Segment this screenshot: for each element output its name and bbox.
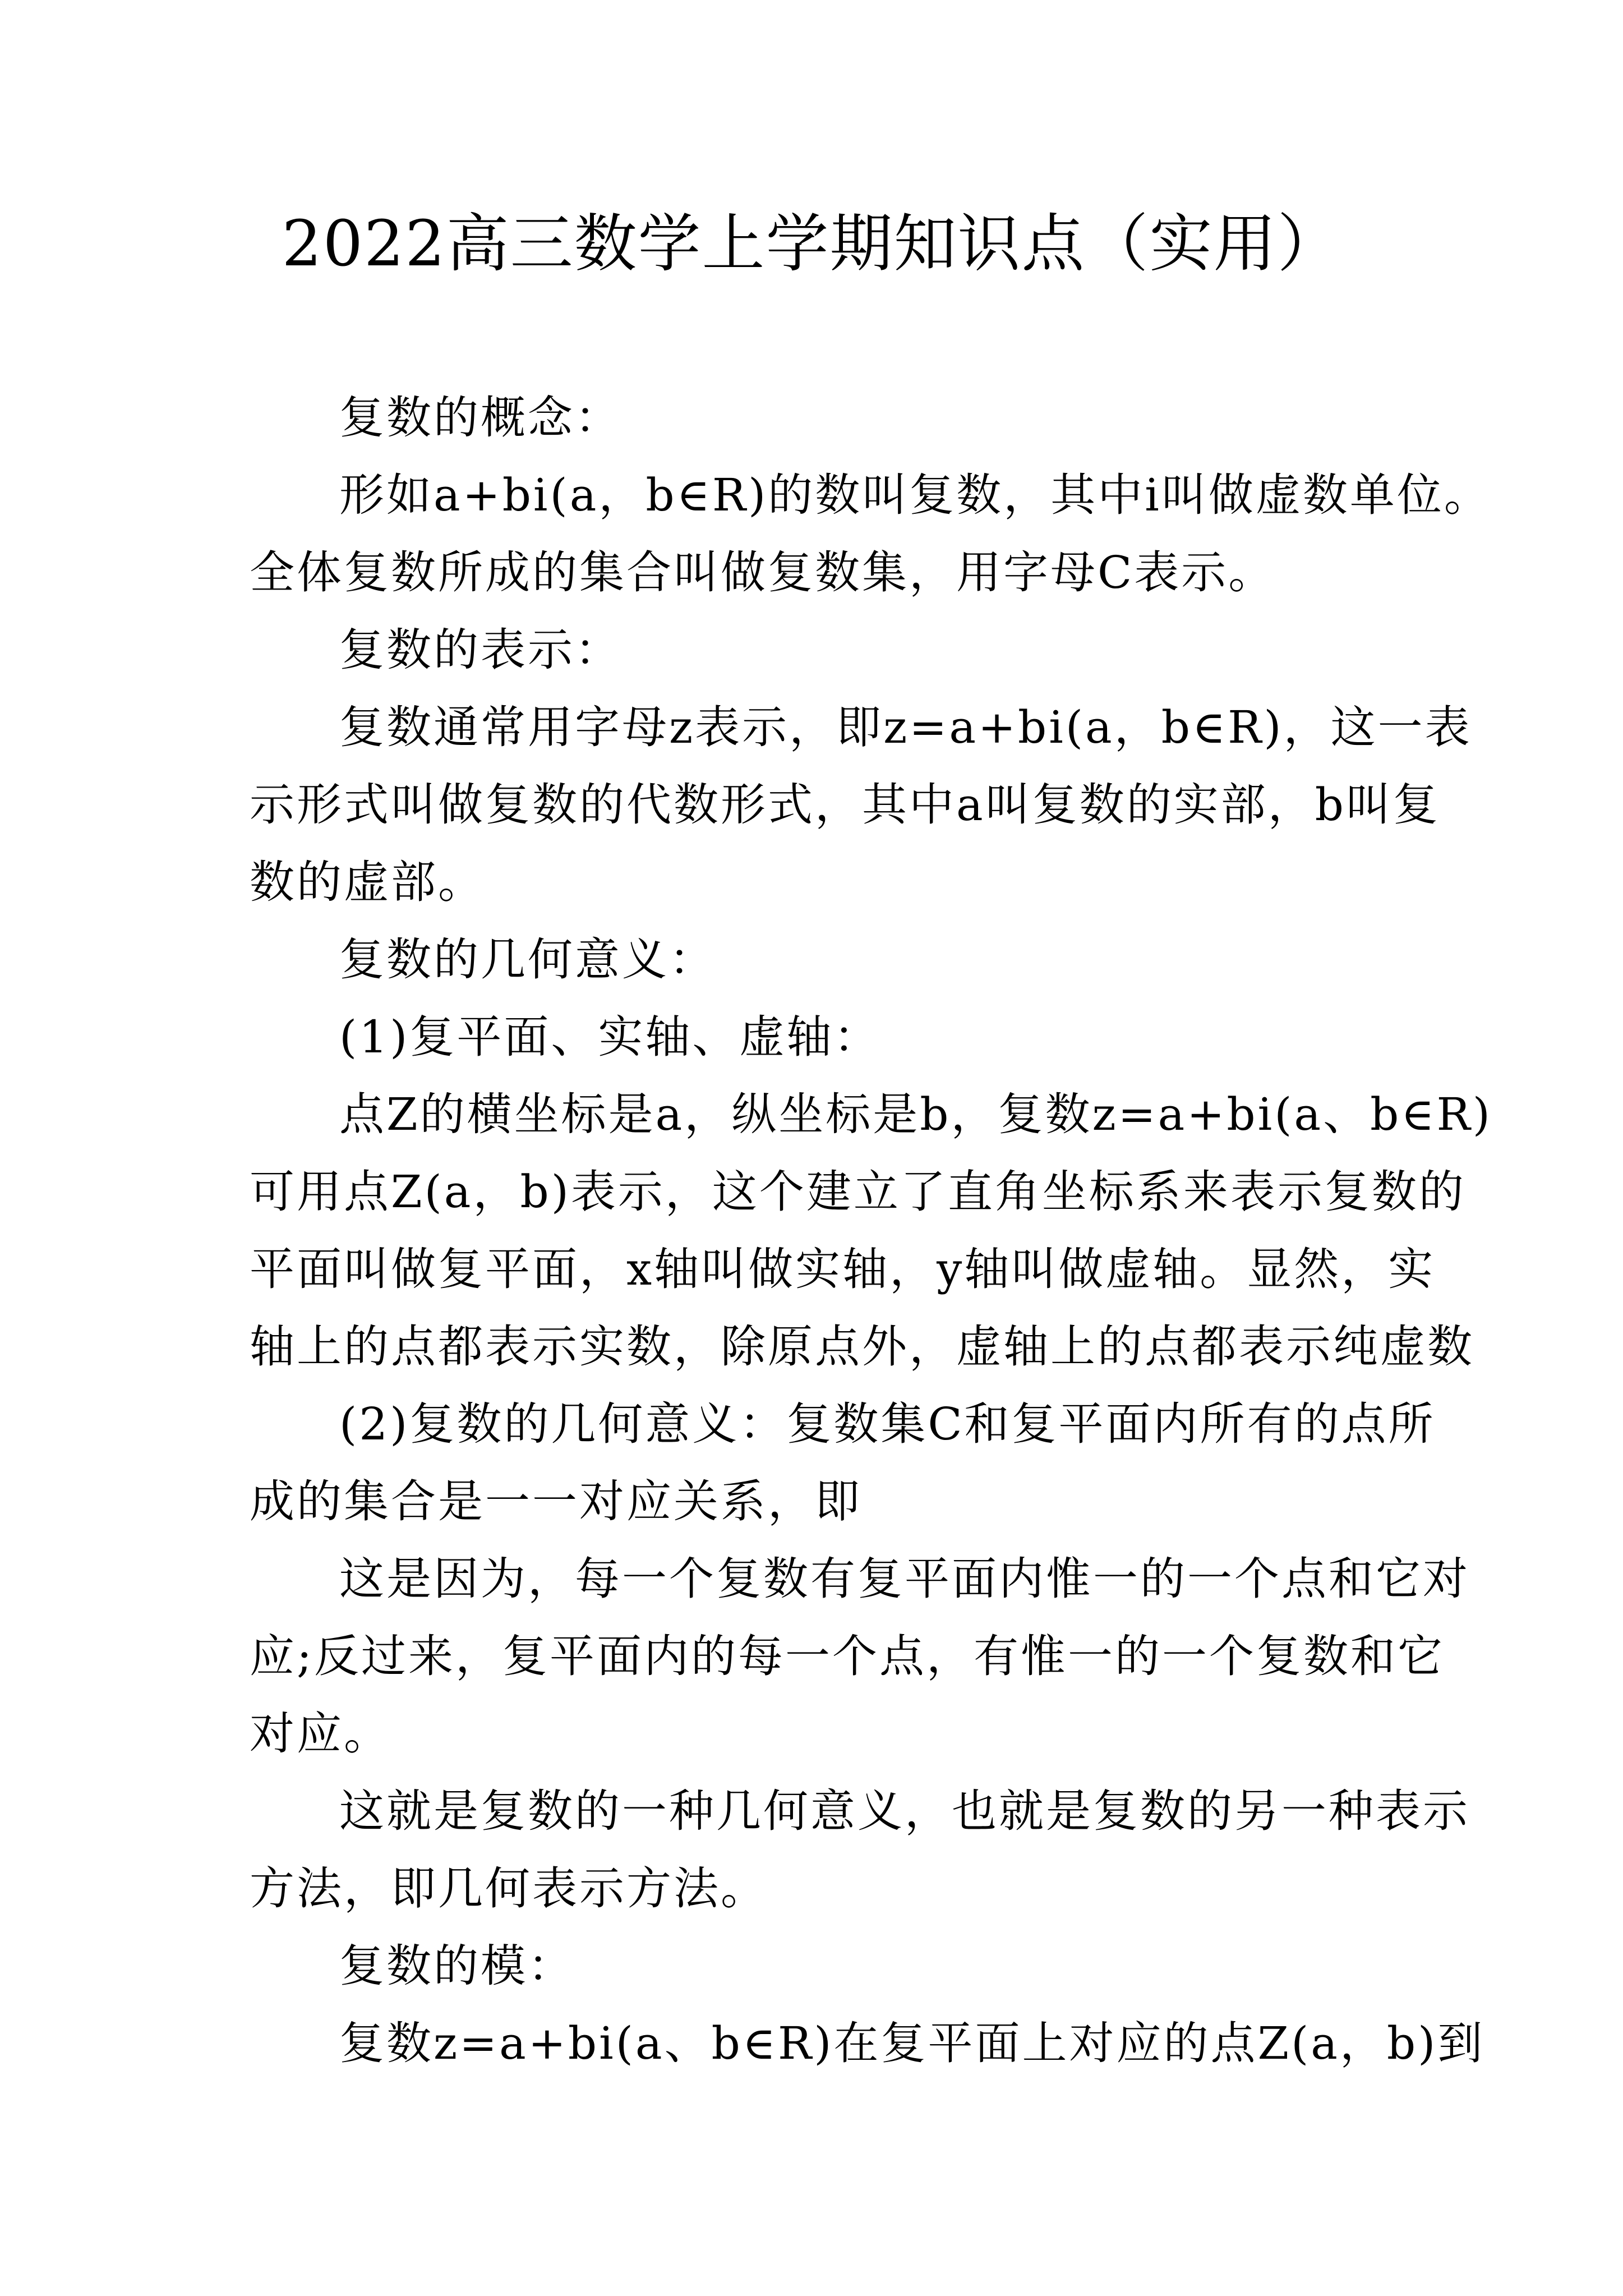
paragraph-line: 可用点Z(a，b)表示，这个建立了直角坐标系来表示复数的 <box>250 1166 1466 1218</box>
paragraph-line: 成的集合是一一对应关系，即 <box>250 1475 862 1527</box>
subheading-complex-plane: (1)复平面、实轴、虚轴： <box>339 1011 881 1063</box>
paragraph-line: 示形式叫做复数的代数形式，其中a叫复数的实部，b叫复 <box>250 779 1440 831</box>
heading-complex-representation: 复数的表示： <box>339 624 622 676</box>
paragraph-line: (2)复数的几何意义：复数集C和复平面内所有的点所 <box>339 1398 1436 1450</box>
paragraph-line: 复数z=a+bi(a、b∈R)在复平面上对应的点Z(a，b)到 <box>339 2017 1485 2069</box>
paragraph-line: 全体复数所成的集合叫做复数集，用字母C表示。 <box>250 546 1276 599</box>
paragraph-line: 这是因为，每一个复数有复平面内惟一的一个点和它对 <box>339 1553 1470 1605</box>
paragraph-line: 轴上的点都表示实数，除原点外，虚轴上的点都表示纯虚数 <box>250 1320 1474 1373</box>
paragraph-line: 应;反过来，复平面内的每一个点，有惟一的一个复数和它 <box>250 1630 1445 1682</box>
paragraph-line: 方法，即几何表示方法。 <box>250 1862 768 1915</box>
paragraph-line: 数的虚部。 <box>250 856 485 908</box>
paragraph-line: 形如a+bi(a，b∈R)的数叫复数，其中i叫做虚数单位。 <box>339 469 1491 521</box>
heading-geometric-meaning: 复数的几何意义： <box>339 933 716 986</box>
paragraph-line: 对应。 <box>250 1708 391 1760</box>
heading-complex-concept: 复数的概念： <box>339 392 622 444</box>
paragraph-line: 这就是复数的一种几何意义，也就是复数的另一种表示 <box>339 1785 1470 1837</box>
paragraph-line: 点Z的横坐标是a，纵坐标是b，复数z=a+bi(a、b∈R) <box>339 1088 1492 1140</box>
heading-complex-modulus: 复数的模： <box>339 1940 575 1992</box>
paragraph-line: 复数通常用字母z表示，即z=a+bi(a，b∈R)，这一表 <box>339 701 1472 753</box>
paragraph-line: 平面叫做复平面，x轴叫做实轴，y轴叫做虚轴。显然，实 <box>250 1243 1436 1295</box>
document-title: 2022高三数学上学期知识点（实用） <box>282 208 1341 280</box>
